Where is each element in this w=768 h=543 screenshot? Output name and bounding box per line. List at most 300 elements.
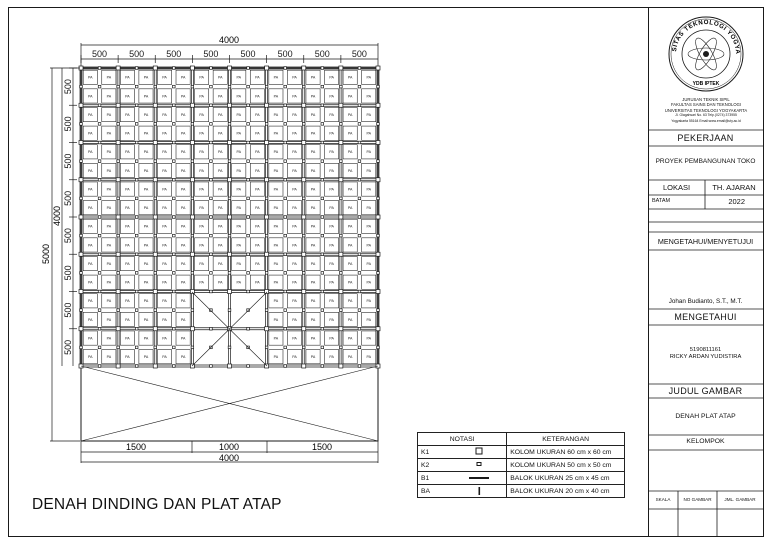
column-k2 bbox=[191, 160, 194, 163]
panel-label: PA bbox=[255, 243, 260, 248]
panel-label: PA bbox=[236, 94, 242, 99]
panel-label: PA bbox=[88, 299, 93, 304]
column-k2 bbox=[284, 141, 287, 144]
column-k2 bbox=[302, 272, 305, 275]
column-k2 bbox=[154, 160, 157, 163]
column-k2 bbox=[247, 141, 250, 144]
column-k2 bbox=[321, 272, 324, 275]
column-k2 bbox=[154, 197, 157, 200]
column-k1 bbox=[376, 178, 380, 182]
column-k2 bbox=[302, 197, 305, 200]
column-k1 bbox=[190, 141, 194, 145]
column-k2 bbox=[135, 309, 138, 312]
panel-label: PA bbox=[143, 206, 149, 211]
panel-label: PA bbox=[106, 75, 112, 80]
panel-label: PA bbox=[180, 299, 186, 304]
column-k2 bbox=[284, 253, 287, 256]
column-k2 bbox=[247, 67, 250, 70]
panel-label: PA bbox=[236, 243, 242, 248]
column-k2 bbox=[358, 346, 361, 349]
panel-label: PA bbox=[143, 243, 149, 248]
panel-label: PA bbox=[162, 336, 167, 341]
column-k1 bbox=[153, 252, 157, 256]
panel-label: PA bbox=[292, 317, 297, 322]
column-k2 bbox=[191, 85, 194, 88]
column-k1 bbox=[228, 103, 232, 107]
column-k2 bbox=[228, 234, 231, 237]
panel-label: PA bbox=[106, 336, 112, 341]
panel-label: PA bbox=[88, 280, 93, 285]
panel-label: PA bbox=[88, 336, 93, 341]
column-k2 bbox=[247, 216, 250, 219]
panel-label: PA bbox=[292, 261, 297, 266]
column-k2 bbox=[228, 160, 231, 163]
legend-notasi-header: NOTASI bbox=[418, 433, 507, 446]
panel-label: PA bbox=[180, 355, 186, 360]
column-k2 bbox=[340, 309, 343, 312]
column-k2 bbox=[247, 253, 250, 256]
panel-label: PA bbox=[310, 94, 316, 99]
dim-top-label: 500 bbox=[92, 49, 108, 59]
column-k1 bbox=[153, 141, 157, 145]
panel-label: PA bbox=[255, 112, 260, 117]
dim-left-label: 500 bbox=[63, 228, 73, 244]
sheet-border bbox=[9, 8, 764, 537]
panel-label: PA bbox=[366, 75, 371, 80]
legend-symbol-cell bbox=[454, 446, 507, 459]
panel-label: PA bbox=[292, 355, 297, 360]
column-k1 bbox=[116, 215, 120, 219]
column-k2 bbox=[210, 141, 213, 144]
column-k2 bbox=[228, 197, 231, 200]
column-k1 bbox=[302, 364, 306, 368]
panel-label: PA bbox=[366, 150, 371, 155]
column-k2 bbox=[98, 197, 101, 200]
column-k1 bbox=[302, 141, 306, 145]
left-dimension-ticks bbox=[63, 68, 77, 355]
panel-label: PA bbox=[217, 112, 223, 117]
column-k2 bbox=[284, 178, 287, 181]
panel-label: PA bbox=[199, 187, 204, 192]
column-k2 bbox=[265, 346, 268, 349]
panel-label: PA bbox=[199, 150, 204, 155]
panel-label: PA bbox=[273, 206, 279, 211]
column-k2 bbox=[284, 216, 287, 219]
legend-text: KOLOM UKURAN 60 cm x 60 cm bbox=[507, 446, 625, 459]
panel-label: PA bbox=[310, 224, 316, 229]
dim-left-label: 500 bbox=[63, 116, 73, 132]
column-k1 bbox=[339, 290, 343, 294]
panel-label: PA bbox=[199, 224, 204, 229]
panel-label: PA bbox=[143, 150, 149, 155]
institution-line: FAKULTAS SAINS DAN TEKNOLOGI bbox=[670, 102, 742, 108]
column-k2 bbox=[284, 197, 287, 200]
column-k2 bbox=[358, 216, 361, 219]
legend-table bbox=[417, 432, 625, 498]
no-gambar-label: NO GAMBAR bbox=[683, 497, 712, 502]
column-k1 bbox=[339, 252, 343, 256]
panel-label: PA bbox=[255, 187, 260, 192]
panel-label: PA bbox=[273, 317, 279, 322]
panel-label: PA bbox=[199, 280, 204, 285]
column-k2 bbox=[265, 197, 268, 200]
panel-label: PA bbox=[88, 187, 93, 192]
panel-label: PA bbox=[143, 168, 149, 173]
dim-top-label: 500 bbox=[277, 49, 293, 59]
column-k2 bbox=[321, 141, 324, 144]
panel-label: PA bbox=[217, 94, 223, 99]
panel-label: PA bbox=[143, 94, 149, 99]
panel-label: PA bbox=[180, 336, 186, 341]
lokasi-value: BATAM bbox=[652, 198, 671, 204]
panel-label: PA bbox=[162, 168, 167, 173]
panel-label: PA bbox=[199, 261, 204, 266]
column-k2 bbox=[173, 141, 176, 144]
panel-label: PA bbox=[180, 206, 186, 211]
floor-plan bbox=[41, 35, 380, 463]
panel-label: PA bbox=[329, 355, 334, 360]
column-k1 bbox=[79, 252, 83, 256]
student-id: 5190811161 bbox=[689, 347, 722, 353]
column-k1 bbox=[302, 103, 306, 107]
column-k2 bbox=[321, 253, 324, 256]
column-k2 bbox=[321, 178, 324, 181]
panel-label: PA bbox=[217, 224, 223, 229]
column-k2 bbox=[247, 327, 250, 330]
column-k1 bbox=[265, 327, 269, 331]
legend-code: BA bbox=[418, 485, 455, 498]
dim-bottom-total: 4000 bbox=[218, 453, 240, 463]
column-k2 bbox=[80, 160, 83, 163]
column-k2 bbox=[358, 309, 361, 312]
column-k1 bbox=[228, 364, 232, 368]
column-k2 bbox=[358, 365, 361, 368]
column-k2 bbox=[117, 272, 120, 275]
panel-label: PA bbox=[347, 280, 353, 285]
legend-code: K1 bbox=[418, 446, 455, 459]
column-k2 bbox=[358, 123, 361, 126]
column-k2 bbox=[154, 272, 157, 275]
skala-label: SKALA bbox=[655, 497, 671, 502]
panel-label: PA bbox=[292, 187, 297, 192]
panel-label: PA bbox=[180, 243, 186, 248]
column-k2 bbox=[284, 365, 287, 368]
column-k1 bbox=[116, 103, 120, 107]
column-k1 bbox=[228, 178, 232, 182]
column-k2 bbox=[377, 309, 380, 312]
panel-label: PA bbox=[125, 168, 130, 173]
column-k1 bbox=[339, 141, 343, 145]
column-k1 bbox=[153, 103, 157, 107]
panel-label: PA bbox=[329, 336, 334, 341]
institution-line: Yogyakarta 55164 Email:www.email@uty.ac.id bbox=[671, 118, 741, 123]
column-k2 bbox=[154, 234, 157, 237]
column-k2 bbox=[377, 272, 380, 275]
panel-label: PA bbox=[292, 131, 297, 136]
panel-label: PA bbox=[273, 150, 279, 155]
panel-label: PA bbox=[88, 224, 93, 229]
column-k2 bbox=[98, 327, 101, 330]
panel-label: PA bbox=[347, 112, 353, 117]
panel-label: PA bbox=[347, 355, 353, 360]
dim-left-outer: 5000 bbox=[41, 243, 51, 265]
panel-label: PA bbox=[143, 317, 149, 322]
column-k1 bbox=[228, 290, 232, 294]
panel-label: PA bbox=[106, 112, 112, 117]
panel-label: PA bbox=[273, 168, 279, 173]
column-k2 bbox=[98, 178, 101, 181]
panel-label: PA bbox=[273, 75, 279, 80]
panel-label: PA bbox=[125, 206, 130, 211]
column-k2 bbox=[98, 104, 101, 107]
column-k2 bbox=[80, 234, 83, 237]
panel-label: PA bbox=[217, 75, 223, 80]
top-dimension-ticks bbox=[81, 49, 367, 63]
column-k2 bbox=[135, 104, 138, 107]
legend-text: BALOK UKURAN 20 cm x 40 cm bbox=[507, 485, 625, 498]
column-k1 bbox=[376, 252, 380, 256]
panel-label: PA bbox=[106, 224, 112, 229]
panel-label: PA bbox=[106, 355, 112, 360]
column-k2 bbox=[358, 141, 361, 144]
panel-label: PA bbox=[199, 206, 204, 211]
panel-label: PA bbox=[217, 206, 223, 211]
dim-left-inner: 4000 bbox=[52, 205, 62, 227]
column-k2 bbox=[135, 234, 138, 237]
panel-label: PA bbox=[88, 94, 93, 99]
panel-label: PA bbox=[329, 75, 334, 80]
institution-line: Jl. Glagahsari No. 63 Telp.(0274) 373955 bbox=[675, 113, 737, 118]
column-k1 bbox=[376, 290, 380, 294]
panel-label: PA bbox=[180, 112, 186, 117]
column-k2 bbox=[340, 234, 343, 237]
panel-label: PA bbox=[273, 280, 279, 285]
column-k2 bbox=[228, 272, 231, 275]
panel-label: PA bbox=[255, 150, 260, 155]
column-k1 bbox=[153, 215, 157, 219]
column-k2 bbox=[98, 365, 101, 368]
panel-label: PA bbox=[273, 131, 279, 136]
panel-label: PA bbox=[366, 187, 371, 192]
column-k2 bbox=[98, 272, 101, 275]
column-k2 bbox=[117, 197, 120, 200]
panel-label: PA bbox=[255, 224, 260, 229]
column-k1 bbox=[153, 66, 157, 70]
column-k2 bbox=[284, 160, 287, 163]
dim-bottom-3: 1500 bbox=[311, 442, 333, 452]
column-k2 bbox=[210, 67, 213, 70]
panel-label: PA bbox=[162, 224, 167, 229]
column-k1 bbox=[302, 252, 306, 256]
column-k2 bbox=[284, 327, 287, 330]
column-k2 bbox=[135, 365, 138, 368]
panel-label: PA bbox=[366, 243, 371, 248]
column-k2 bbox=[210, 327, 213, 330]
column-k2 bbox=[117, 346, 120, 349]
column-k2 bbox=[358, 290, 361, 293]
column-k1 bbox=[190, 327, 194, 331]
panel-label: PA bbox=[236, 150, 242, 155]
column-k2 bbox=[173, 67, 176, 70]
column-k1 bbox=[265, 215, 269, 219]
panel-label: PA bbox=[347, 187, 353, 192]
column-k2 bbox=[284, 67, 287, 70]
column-k2 bbox=[284, 309, 287, 312]
column-k2 bbox=[358, 253, 361, 256]
column-k2 bbox=[265, 272, 268, 275]
panel-label: PA bbox=[366, 112, 371, 117]
column-k2 bbox=[173, 327, 176, 330]
panel-label: PA bbox=[347, 317, 353, 322]
column-k1 bbox=[376, 103, 380, 107]
column-k2 bbox=[154, 85, 157, 88]
column-k2 bbox=[210, 85, 213, 88]
column-k2 bbox=[284, 234, 287, 237]
column-k2 bbox=[191, 346, 194, 349]
column-k2 bbox=[98, 160, 101, 163]
panel-label: PA bbox=[310, 187, 316, 192]
column-k1 bbox=[79, 178, 83, 182]
column-k2 bbox=[247, 272, 250, 275]
column-k1 bbox=[116, 327, 120, 331]
dim-top-label: 500 bbox=[129, 49, 145, 59]
panel-label: PA bbox=[310, 131, 316, 136]
panel-label: PA bbox=[217, 150, 223, 155]
column-k1 bbox=[228, 141, 232, 145]
panel-label: PA bbox=[347, 206, 353, 211]
column-k2 bbox=[210, 253, 213, 256]
column-k2 bbox=[247, 85, 250, 88]
panel-label: PA bbox=[366, 280, 371, 285]
column-k1 bbox=[190, 103, 194, 107]
panel-label: PA bbox=[162, 206, 167, 211]
column-k2 bbox=[377, 234, 380, 237]
column-k2 bbox=[210, 160, 213, 163]
column-k2 bbox=[358, 85, 361, 88]
panel-label: PA bbox=[217, 261, 223, 266]
panel-label: PA bbox=[329, 317, 334, 322]
column-k1 bbox=[339, 178, 343, 182]
column-k1 bbox=[79, 141, 83, 145]
panel-label: PA bbox=[125, 94, 130, 99]
panel-label: PA bbox=[88, 75, 93, 80]
panel-label: PA bbox=[347, 131, 353, 136]
panel-label: PA bbox=[292, 206, 297, 211]
column-k2 bbox=[117, 85, 120, 88]
panel-label: PA bbox=[106, 187, 112, 192]
panel-label: PA bbox=[292, 243, 297, 248]
panel-label: PA bbox=[162, 243, 167, 248]
panel-label: PA bbox=[347, 243, 353, 248]
column-k1 bbox=[116, 252, 120, 256]
dim-top-label: 500 bbox=[240, 49, 256, 59]
column-k2 bbox=[210, 197, 213, 200]
ajaran-label: TH. AJARAN bbox=[712, 183, 756, 192]
panel-label: PA bbox=[255, 261, 260, 266]
panel-label: PA bbox=[310, 317, 316, 322]
panel-label: PA bbox=[236, 112, 242, 117]
column-k2 bbox=[358, 104, 361, 107]
dim-left-label: 500 bbox=[63, 79, 73, 95]
column-k1 bbox=[116, 141, 120, 145]
column-k2 bbox=[321, 216, 324, 219]
panel-label: PA bbox=[88, 243, 93, 248]
panel-label: PA bbox=[125, 75, 130, 80]
panel-label: PA bbox=[125, 336, 130, 341]
institution-address bbox=[649, 97, 763, 124]
legend-text: KOLOM UKURAN 50 cm x 50 cm bbox=[507, 459, 625, 472]
panel-label: PA bbox=[329, 112, 334, 117]
panel-label: PA bbox=[292, 336, 297, 341]
column-k2 bbox=[135, 178, 138, 181]
panel-label: PA bbox=[217, 243, 223, 248]
panel-label: PA bbox=[310, 299, 316, 304]
column-k2 bbox=[173, 178, 176, 181]
panel-label: PA bbox=[180, 261, 186, 266]
column-k1 bbox=[339, 327, 343, 331]
column-k2 bbox=[135, 290, 138, 293]
panel-label: PA bbox=[125, 261, 130, 266]
column-k1 bbox=[339, 364, 343, 368]
column-k2 bbox=[321, 346, 324, 349]
column-k1 bbox=[265, 141, 269, 145]
column-k1 bbox=[79, 290, 83, 294]
panel-label: PA bbox=[217, 187, 223, 192]
column-k2 bbox=[191, 272, 194, 275]
column-k2 bbox=[135, 67, 138, 70]
ajaran-value bbox=[705, 197, 763, 206]
panel-label: PA bbox=[329, 280, 334, 285]
panel-label: PA bbox=[236, 280, 242, 285]
panel-label: PA bbox=[162, 187, 167, 192]
panel-label: PA bbox=[310, 206, 316, 211]
column-k2 bbox=[191, 197, 194, 200]
legend-text: BALOK UKURAN 25 cm x 45 cm bbox=[507, 472, 625, 485]
legend-row bbox=[418, 472, 625, 485]
logo-bottom-text: YDB IPTEK bbox=[692, 81, 720, 87]
approve-label: MENGETAHUI/MENYETUJUI bbox=[657, 237, 754, 246]
panel-label: PA bbox=[347, 336, 353, 341]
column-k2 bbox=[173, 290, 176, 293]
column-k2 bbox=[98, 234, 101, 237]
column-k2 bbox=[321, 85, 324, 88]
dim-bottom-1: 1500 bbox=[125, 442, 147, 452]
column-k2 bbox=[247, 160, 250, 163]
column-k2 bbox=[340, 346, 343, 349]
column-k2 bbox=[173, 123, 176, 126]
panel-label: PA bbox=[347, 224, 353, 229]
column-k2 bbox=[210, 234, 213, 237]
column-k2 bbox=[247, 178, 250, 181]
panel-label: PA bbox=[255, 75, 260, 80]
panel-label: PA bbox=[106, 299, 112, 304]
panel-label: PA bbox=[125, 299, 130, 304]
panel-label: PA bbox=[125, 280, 130, 285]
panel-label: PA bbox=[106, 280, 112, 285]
panel-label: PA bbox=[162, 261, 167, 266]
column-k2 bbox=[135, 253, 138, 256]
dim-left-label: 500 bbox=[63, 190, 73, 206]
column-k1 bbox=[79, 215, 83, 219]
panel-label: PA bbox=[329, 224, 334, 229]
canopy-area bbox=[81, 366, 378, 441]
pekerjaan-value: PROYEK PEMBANGUNAN TOKO bbox=[655, 158, 756, 165]
column-k2 bbox=[173, 346, 176, 349]
column-k2 bbox=[358, 327, 361, 330]
column-k2 bbox=[340, 123, 343, 126]
column-k1 bbox=[302, 178, 306, 182]
column-k2 bbox=[173, 234, 176, 237]
